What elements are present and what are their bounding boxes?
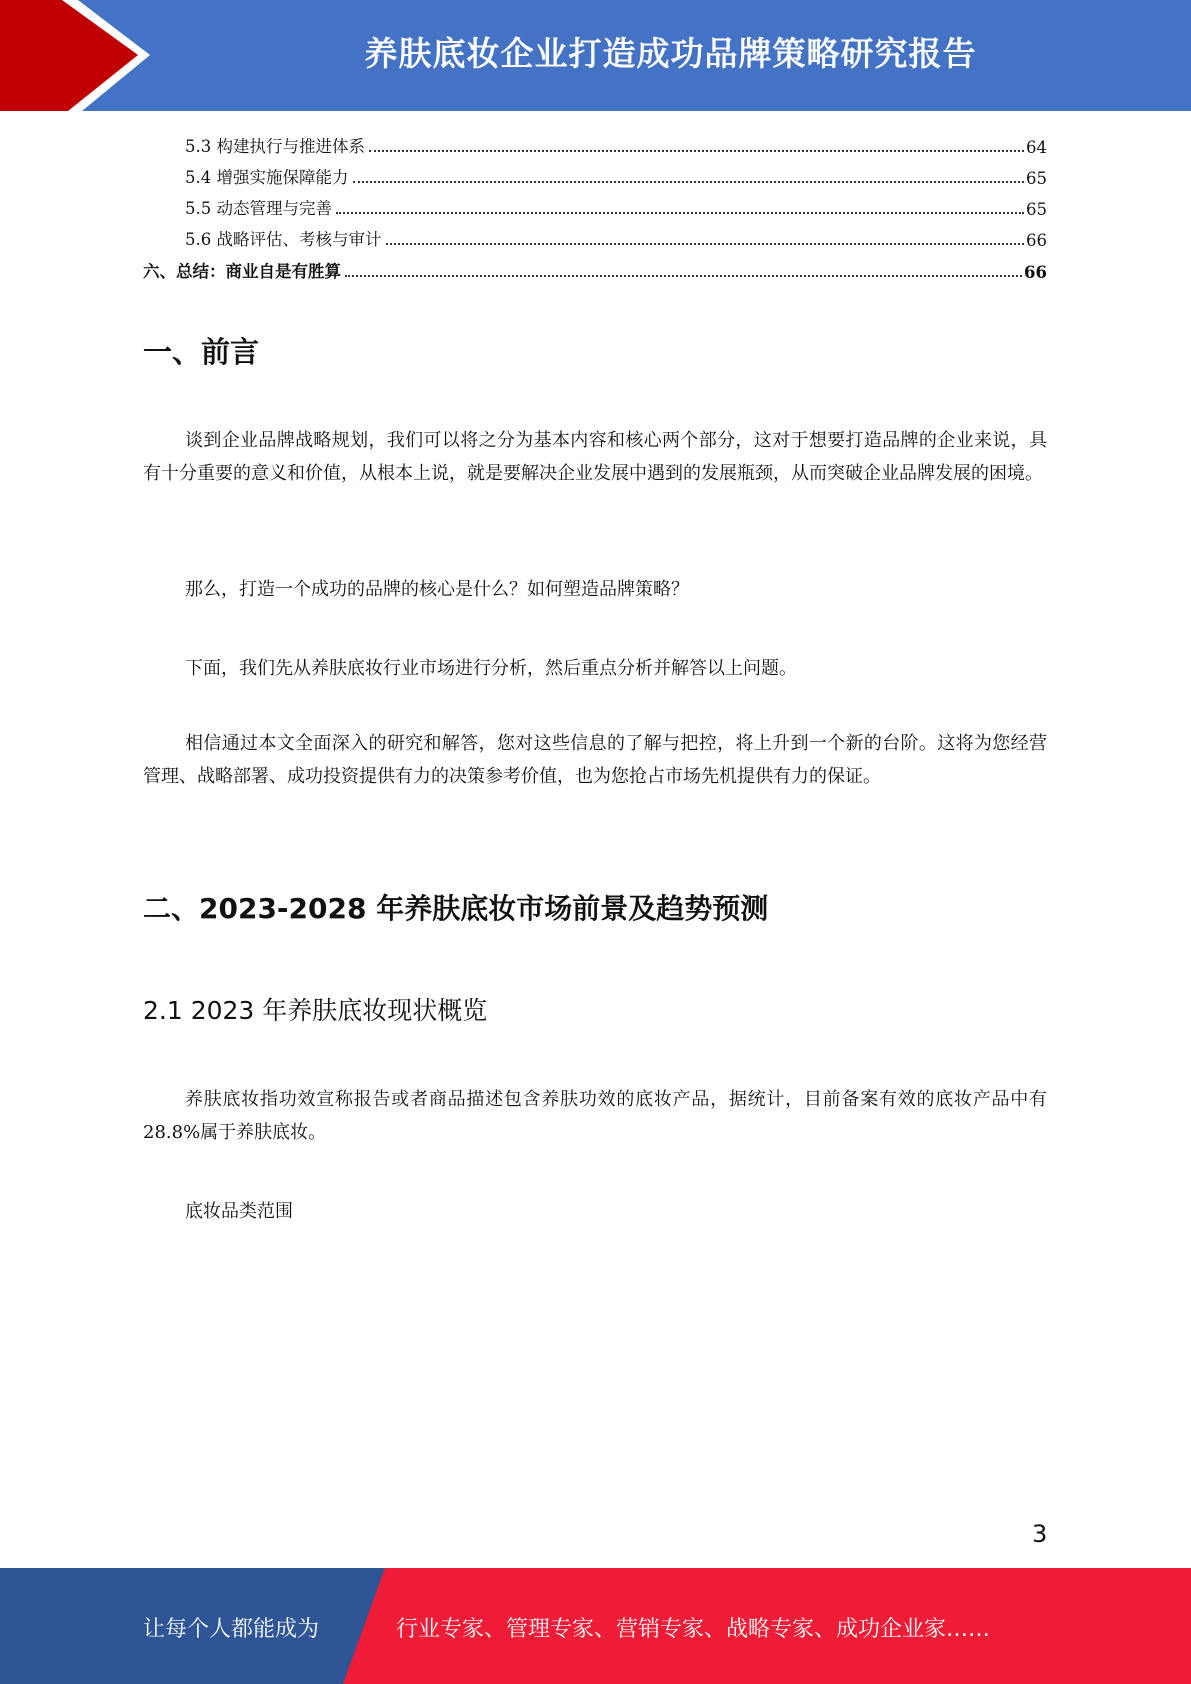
paragraph: 谈到企业品牌战略规划，我们可以将之分为基本内容和核心两个部分，这对于想要打造品牌的企业来说，具有十分重要的意义和价值，从根本上说，就是要解决企业发展中遇到的发展瓶颈，从而突破企业品牌发展的困境。 — [143, 430, 1047, 484]
toc-label: 5.3 构建执行与推进体系 — [185, 137, 365, 156]
report-title: 养肤底妆企业打造成功品牌策略研究报告 — [364, 34, 977, 73]
toc-leader — [353, 181, 1025, 183]
paragraph: 养肤底妆指功效宣称报告或者商品描述包含养肤功效的底妆产品，据统计，目前备案有效的底妆产品中有 28.8%属于养肤底妆。 — [143, 1089, 1047, 1143]
header-arrow-decoration — [0, 0, 160, 111]
section-heading: 一、前言 — [143, 335, 260, 369]
toc-leader — [369, 150, 1024, 152]
subsection-heading: 2.1 2023 年养肤底妆现状概览 — [143, 996, 488, 1025]
footer-slogan-right: 行业专家、管理专家、营销专家、战略专家、成功企业家…… — [396, 1617, 991, 1642]
toc-leader — [386, 243, 1025, 245]
toc-entry[interactable] — [143, 258, 1047, 282]
footer-slogan-left: 让每个人都能成为 — [143, 1617, 320, 1642]
paragraph: 下面，我们先从养肤底妆行业市场进行分析，然后重点分析并解答以上问题。 — [185, 658, 797, 679]
page-footer — [0, 1568, 1191, 1684]
toc-entry[interactable] — [185, 133, 1047, 157]
toc-label: 5.4 增强实施保障能力 — [185, 168, 349, 187]
toc-label: 六、总结：商业自是有胜算 — [143, 262, 341, 281]
toc-entry[interactable] — [185, 195, 1047, 219]
toc-page: 65 — [1026, 169, 1047, 188]
paragraph: 相信通过本文全面深入的研究和解答，您对这些信息的了解与把控，将上升到一个新的台阶。这将为您经营管理、战略部署、成功投资提供有力的决策参考价值，也为您抢占市场先机提供有力的保证。 — [143, 733, 1047, 787]
toc-label: 5.6 战略评估、考核与审计 — [185, 230, 382, 249]
toc-entry[interactable] — [185, 226, 1047, 250]
page-number: 3 — [1032, 1520, 1048, 1548]
toc-page: 64 — [1026, 138, 1047, 157]
toc-leader — [345, 275, 1022, 277]
paragraph: 那么，打造一个成功的品牌的核心是什么？如何塑造品牌策略？ — [185, 579, 689, 600]
toc-entry[interactable] — [185, 164, 1047, 188]
page-header — [0, 0, 1191, 111]
toc-label: 5.5 动态管理与完善 — [185, 199, 332, 218]
toc-page: 66 — [1024, 263, 1047, 282]
toc-page: 65 — [1026, 200, 1047, 219]
paragraph: 底妆品类范围 — [185, 1201, 293, 1222]
toc-page: 66 — [1026, 231, 1047, 250]
section-heading: 二、2023-2028 年养肤底妆市场前景及趋势预测 — [143, 892, 769, 925]
toc-leader — [336, 212, 1024, 214]
